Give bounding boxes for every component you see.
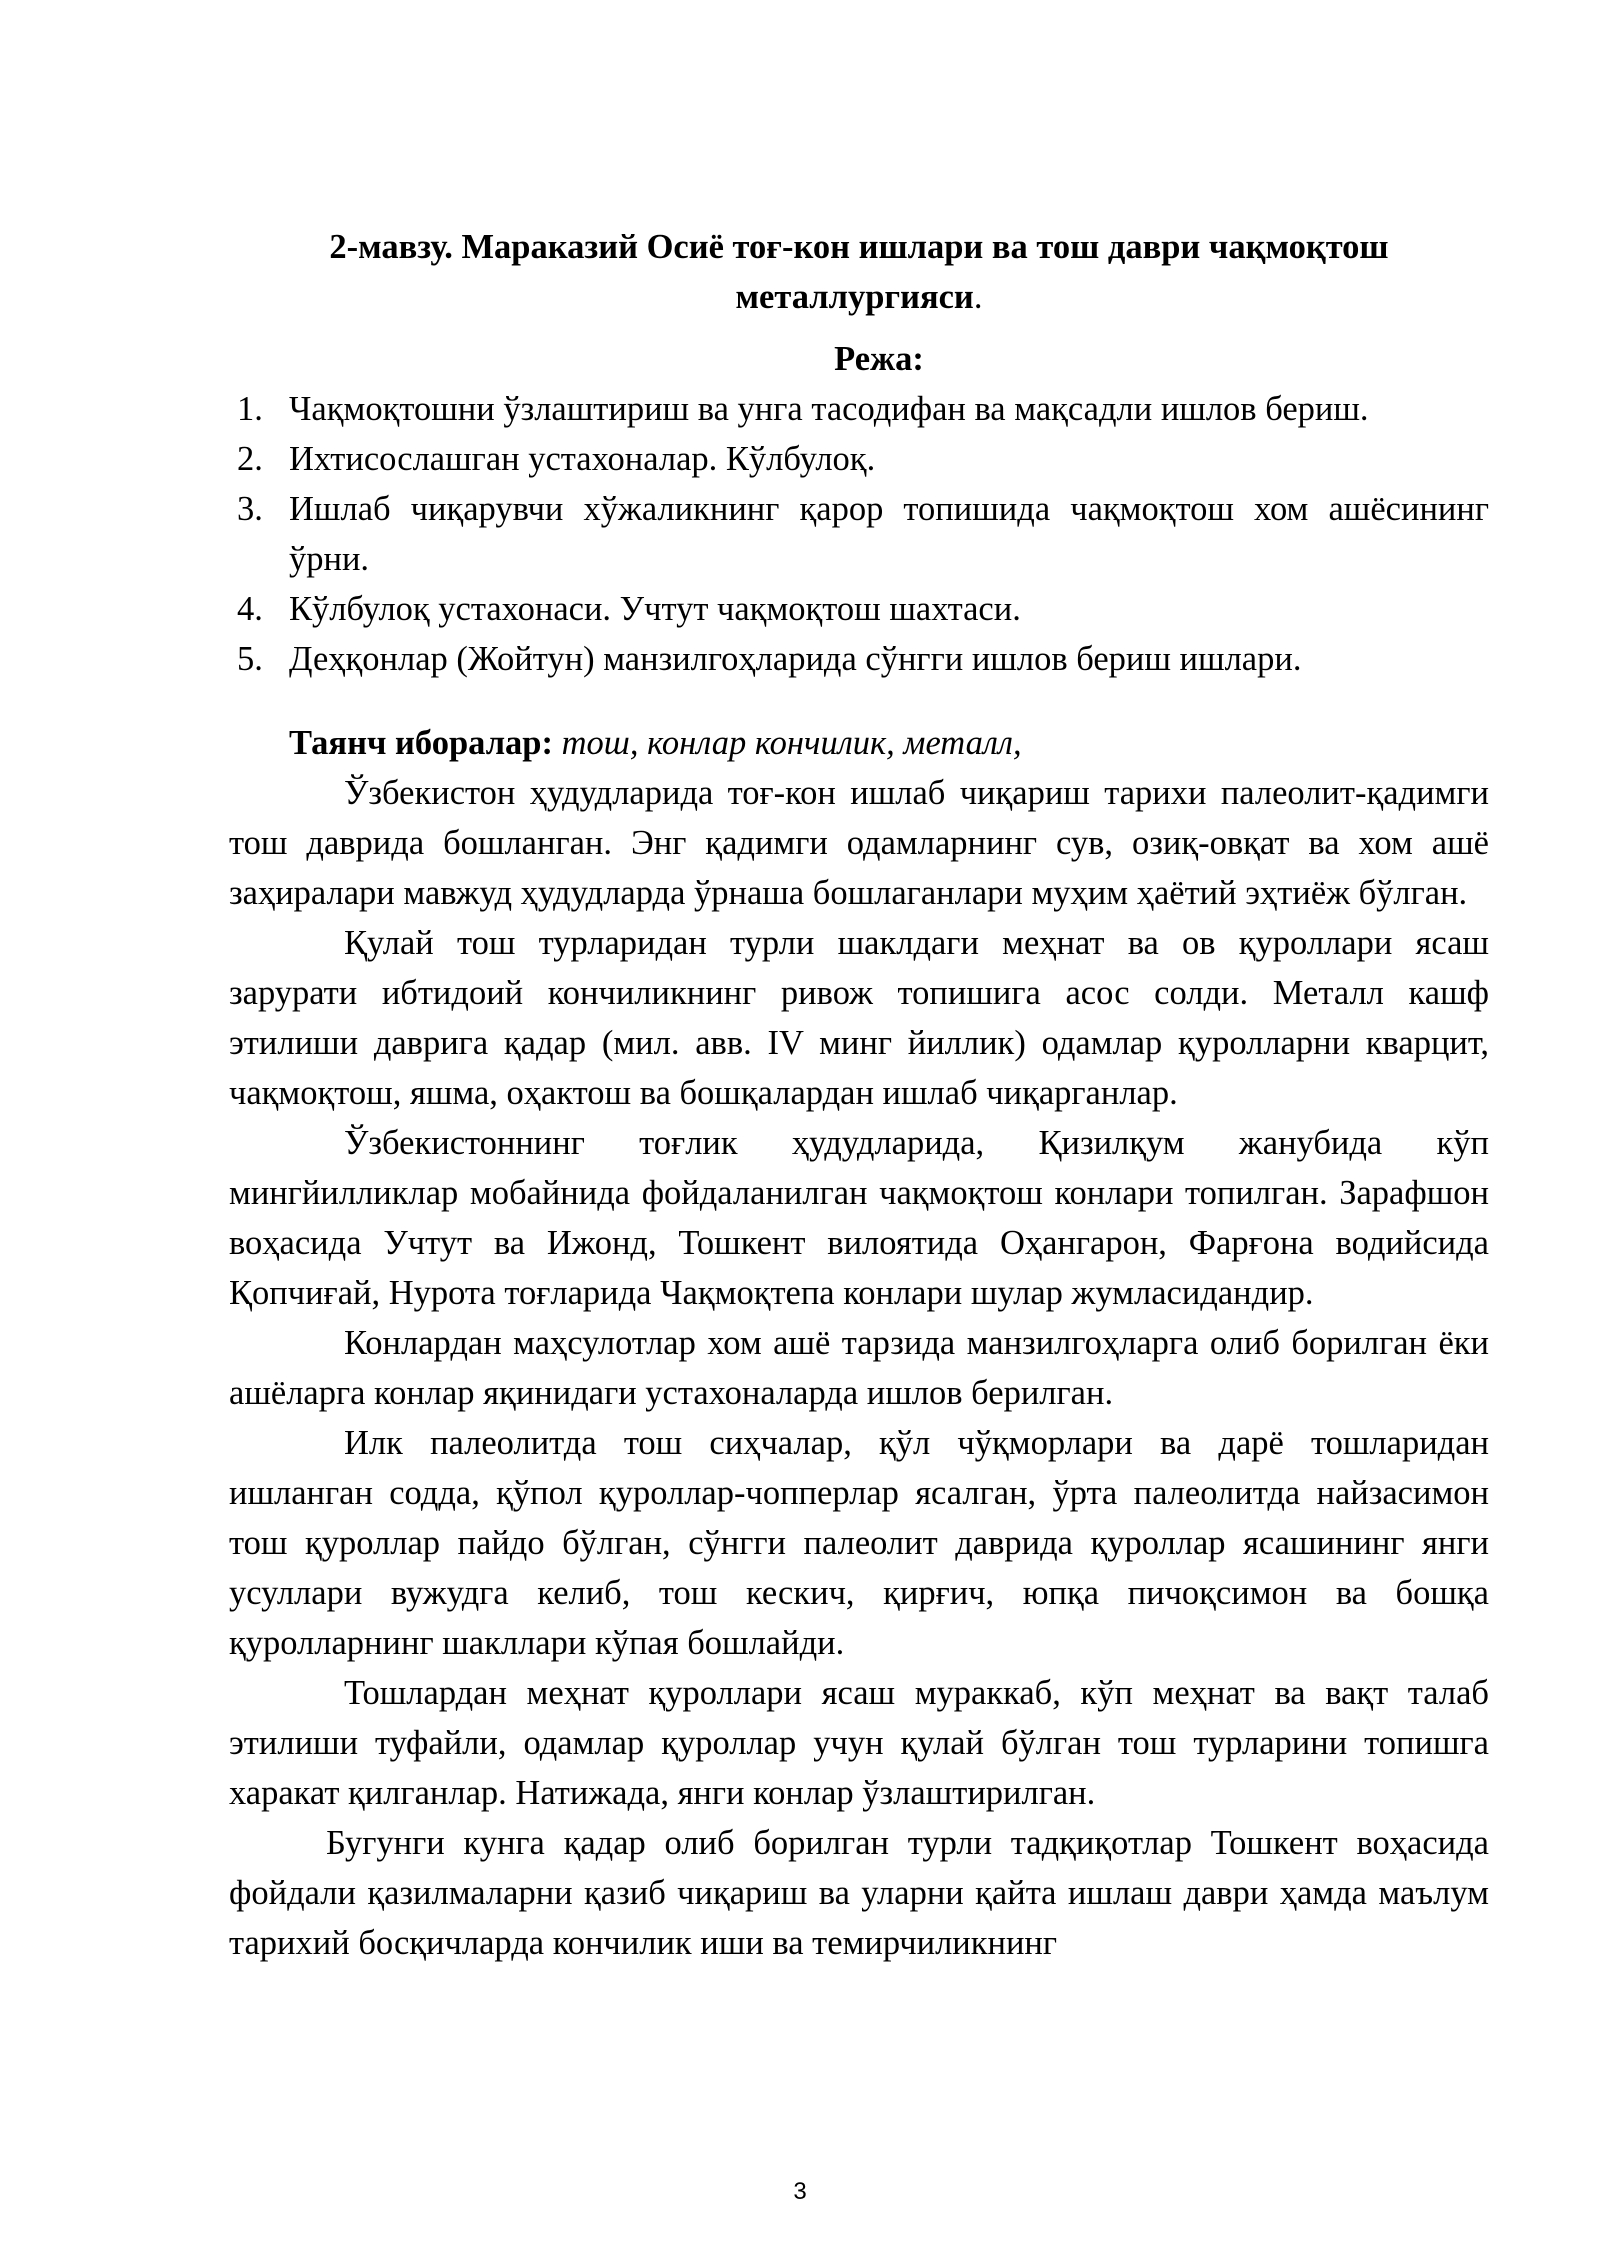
body-paragraph: Конлардан маҳсулотлар хом ашё тарзида манзилгоҳларга олиб борилган ёки ашёларга конлар яқинидаги устахоналарда ишлов берилган.: [229, 1324, 1489, 1412]
body-paragraph: Тошлардан меҳнат қуроллари ясаш мураккаб, кўп меҳнат ва вақт талаб этилиши туфайли, одамлар қуроллар учун қулай бўлган тош турларини топишга харакат қилганлар. Натижада, янги конлар ўзлаштирилган.: [229, 1674, 1489, 1812]
plan-item: [229, 484, 1489, 584]
plan-item-text: Кўлбулоқ устахонаси. Учтут чақмоқтош шахтаси.: [289, 590, 1021, 628]
plan-item-number: 5.: [237, 640, 263, 678]
body-paragraph: Ўзбекистоннинг тоғлик ҳудудларида, Қизилқум жанубида кўп мингйилликлар мобайнида фойдаланилган чақмоқтош конлари топилган. Зарафшон воҳасида Учтут ва Ижонд, Тошкент вилоятида Оҳангарон, Фарғона водийсида Қопчиғай, Нурота тоғларида Чақмоқтепа конлари шулар жумласидандир.: [229, 1124, 1489, 1312]
plan-item-number: 2.: [237, 440, 263, 478]
plan-item-number: 1.: [237, 390, 263, 428]
page-number: 3: [793, 2178, 807, 2205]
topic-title-period: .: [973, 278, 983, 316]
plan-item: [229, 384, 1489, 434]
plan-item: [229, 634, 1489, 684]
keywords-text: тош, конлар кончилик, металл,: [552, 724, 1022, 762]
topic-title: [229, 222, 1489, 322]
document-page: [229, 222, 1489, 1968]
plan-heading: Режа:: [834, 340, 924, 378]
body-paragraph: Қулай тош турларидан турли шаклдаги меҳнат ва ов қуроллари ясаш зарурати ибтидоий кончиликнинг ривож топишига асос солди. Металл кашф этилиши даврига қадар (мил. авв. IV минг йиллик) одамлар қуролларни кварцит, чақмоқтош, яшма, оҳактош ва бошқалардан ишлаб чиқарганлар.: [229, 924, 1489, 1112]
keywords-label: Таянч иборалар:: [289, 724, 553, 762]
body-paragraph: Бугунги кунга қадар олиб борилган турли тадқиқотлар Тошкент воҳасида фойдали қазилмаларни қазиб чиқариш ва уларни қайта ишлаш даври ҳамда маълум тарихий босқичларда кончилик иши ва темирчиликнинг: [229, 1824, 1489, 1962]
body-paragraph: Ўзбекистон ҳудудларида тоғ-кон ишлаб чиқариш тарихи палеолит-қадимги тош даврида бошланган. Энг қадимги одамларнинг сув, озиқ-овқат ва хом ашё заҳиралари мавжуд ҳудудларда ўрнаша бошлаганлари муҳим ҳаётий эҳтиёж бўлган.: [229, 774, 1489, 912]
plan-item-text: Деҳқонлар (Жойтун) манзилгоҳларида сўнгги ишлов бериш ишлари.: [289, 640, 1302, 678]
body-paragraph: Илк палеолитда тош сиҳчалар, қўл чўқморлари ва дарё тошларидан ишланган содда, қўпол қуроллар-чопперлар ясалган, ўрта палеолитда найзасимон тош қуроллар пайдо бўлган, сўнгги палеолит даврида қуроллар ясашининг янги усуллари вужудга келиб, тош кескич, қирғич, юпқа пичоқсимон ва бошқа қуролларнинг шакллари кўпая бошлайди.: [229, 1424, 1489, 1662]
plan-item-text: Чақмоқтошни ўзлаштириш ва унга тасодифан ва мақсадли ишлов бериш.: [289, 390, 1369, 428]
plan-item: [229, 434, 1489, 484]
plan-list: [229, 384, 1489, 684]
plan-item-text: Ишлаб чиқарувчи хўжаликнинг қарор топишида чақмоқтош хом ашёсининг ўрни.: [289, 490, 1489, 578]
keywords-line: [229, 718, 1489, 768]
plan-item-number: 3.: [237, 490, 263, 528]
plan-item-text: Ихтисослашган устахоналар. Кўлбулоқ.: [289, 440, 876, 478]
plan-item: [229, 584, 1489, 634]
plan-item-number: 4.: [237, 590, 263, 628]
topic-title-text: 2-мавзу. Мараказий Осиё тоғ-кон ишлари ва тош даври чақмоқтош металлургияси: [329, 228, 1389, 316]
